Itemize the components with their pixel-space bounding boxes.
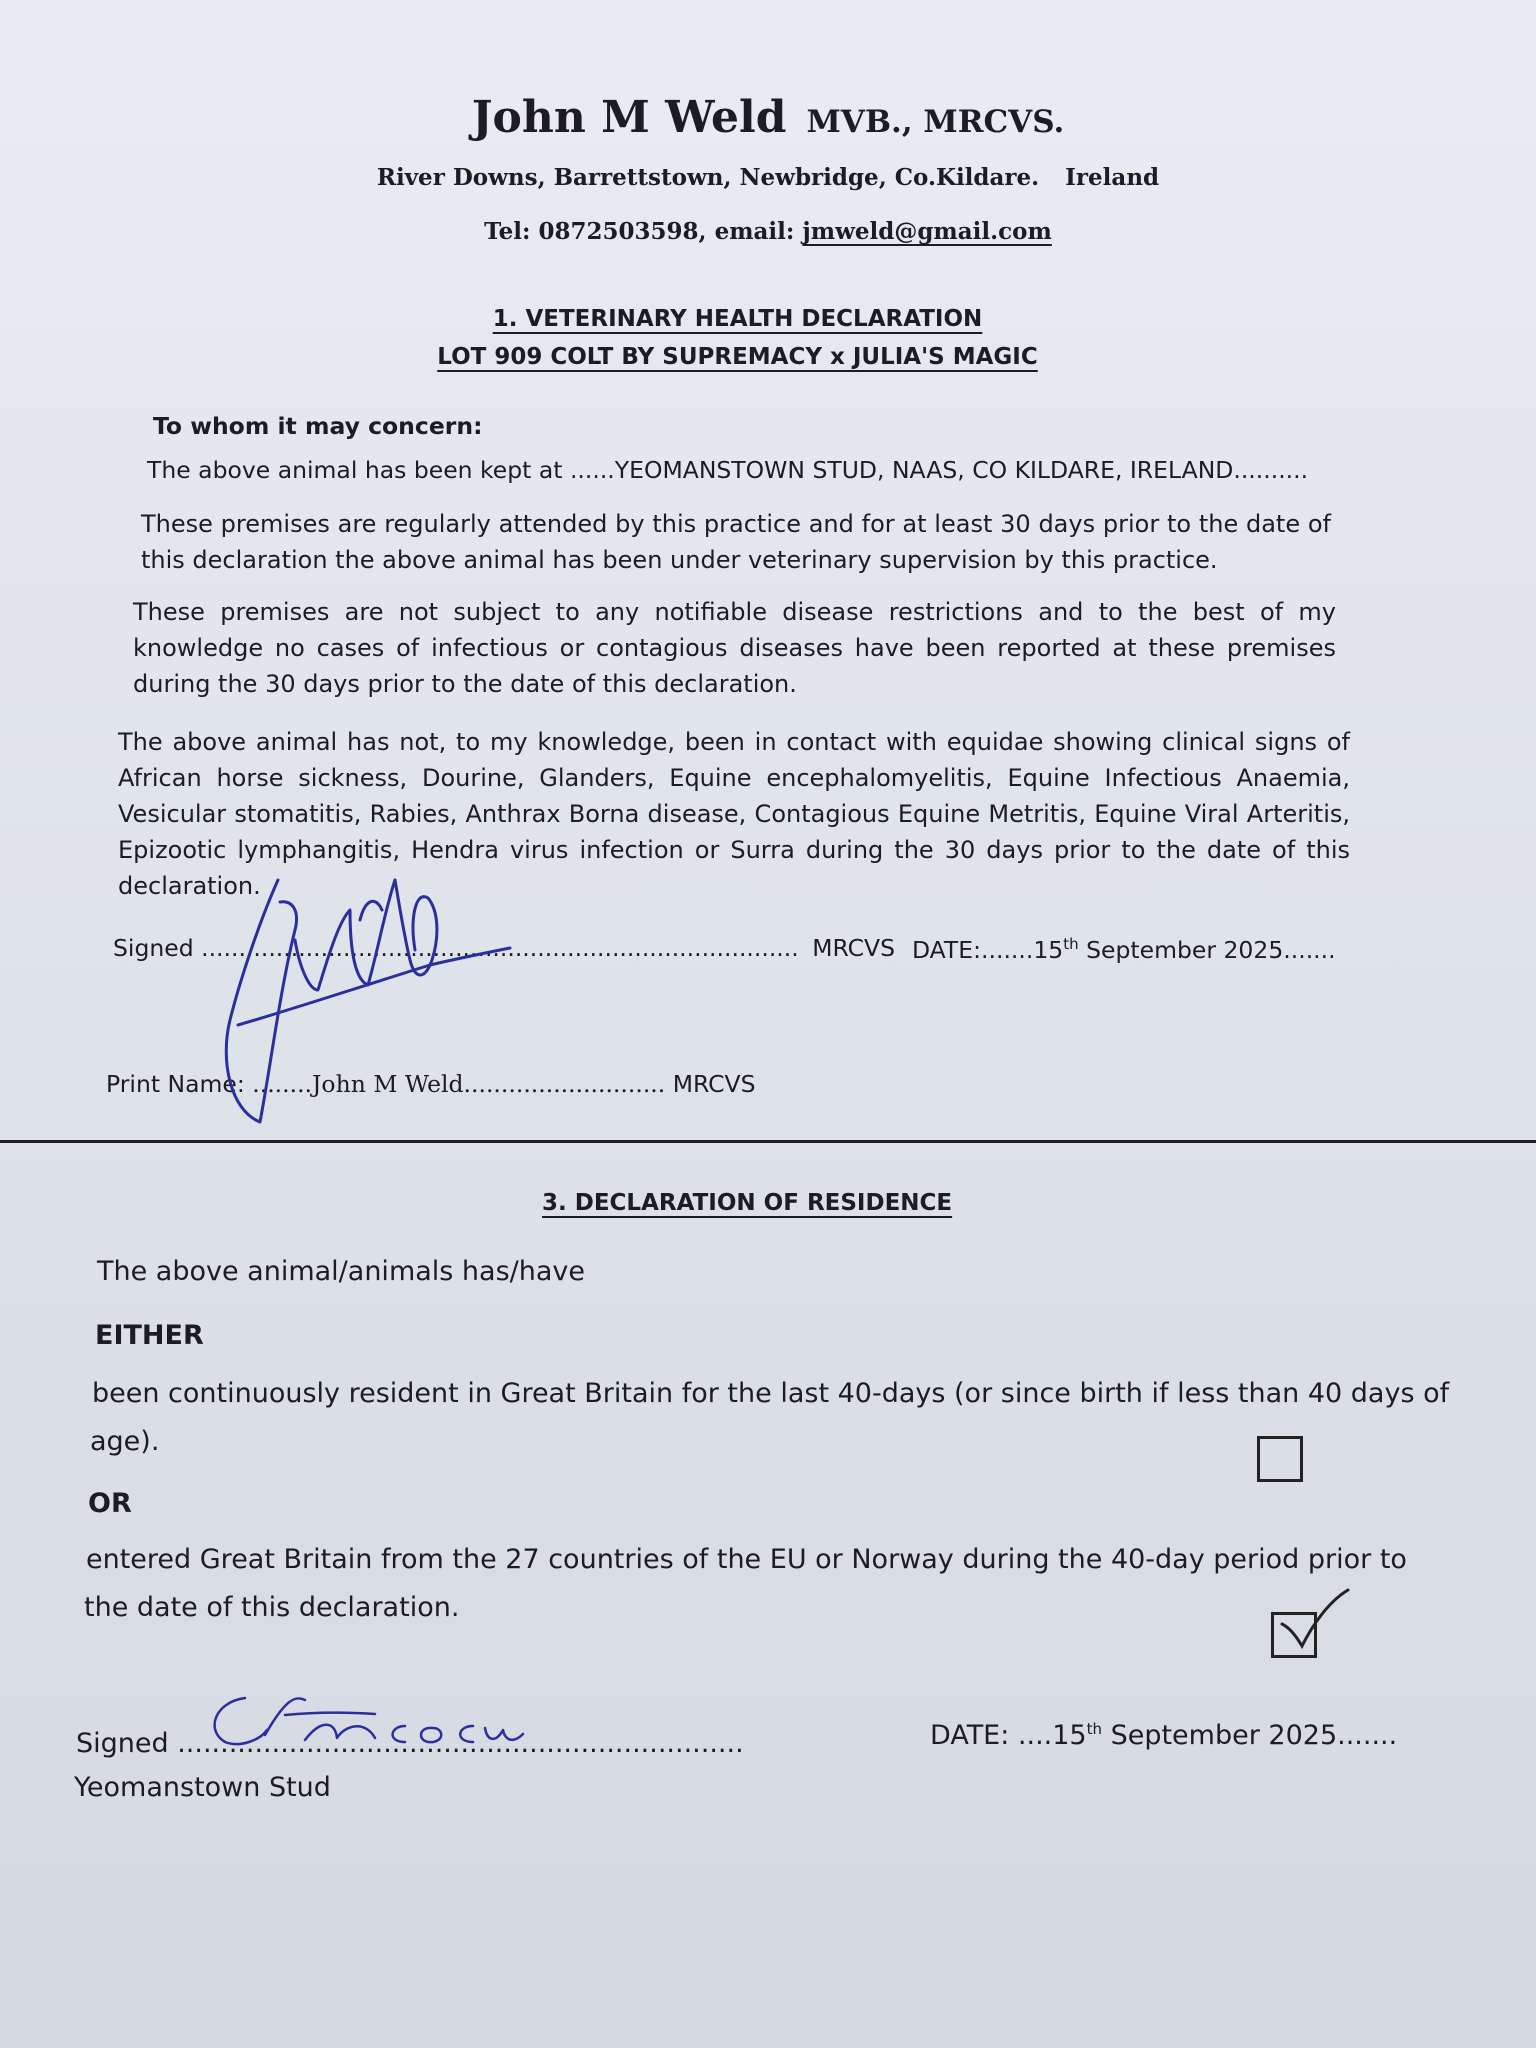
vet-signed-suffix: MRCVS (812, 934, 896, 962)
email-label: email: (714, 218, 795, 245)
stud-date-day: DATE: ....15 (930, 1720, 1087, 1751)
country-text: Ireland (1065, 164, 1160, 191)
stud-signature-icon (205, 1690, 605, 1760)
option1-line1: been continuously resident in Great Britain for the last 40-days (or since birth if less than 40 days of (92, 1378, 1450, 1409)
practitioner-qualifications: MVB., MRCVS. (806, 104, 1065, 140)
either-label: EITHER (95, 1320, 204, 1351)
stud-date-suffix: th (1086, 1720, 1102, 1738)
section1-title: 1. VETERINARY HEALTH DECLARATION (492, 306, 983, 332)
vet-date (912, 926, 1336, 968)
paragraph-supervision: These premises are regularly attended by this practice and for at least 30 days prior to the date of this declaration the above animal has been under veterinary supervision by this practice. (141, 510, 1331, 574)
print-name-value: ........John M Weld........................... (252, 1070, 666, 1098)
paragraph-restrictions: These premises are not subject to any notifiable disease restrictions and to the best of my knowledge no cases of infectious or contagious diseases have been reported at these premises during the 30 days prior to the date of this declaration. (133, 598, 1336, 698)
vet-date-month-year: September 2025....... (1078, 935, 1336, 964)
vet-date-suffix: th (1063, 935, 1079, 953)
print-name-label: Print Name: (106, 1070, 253, 1098)
kept-at-line: The above animal has been kept at ......YEOMANSTOWN STUD, NAAS, CO KILDARE, IRELAND.......... (147, 456, 1309, 484)
section3-title: 3. DECLARATION OF RESIDENCE (542, 1190, 953, 1216)
stud-date (930, 1720, 1397, 1751)
greeting: To whom it may concern: (153, 412, 483, 440)
vet-signed-label: Signed ................................................................................ (113, 934, 799, 962)
email-link[interactable]: jmweld@gmail.com (802, 218, 1052, 245)
stud-signed-line: Signed .................................................................. (76, 1728, 744, 1759)
letterhead-address (0, 164, 1536, 191)
section-divider (0, 1140, 1536, 1143)
option2-line1: entered Great Britain from the 27 countries of the EU or Norway during the 40-day period prior to (86, 1544, 1407, 1575)
residence-intro: The above animal/animals has/have (97, 1256, 586, 1287)
stud-signatory: Yeomanstown Stud (74, 1772, 331, 1803)
option1-checkbox[interactable] (1257, 1436, 1303, 1482)
vet-signature-icon (200, 840, 520, 1130)
vet-date-day: DATE:.......15 (912, 935, 1064, 964)
or-label: OR (88, 1488, 132, 1519)
paragraph-contact-diseases: The above animal has not, to my knowledge, been in contact with equidae showing clinical signs of African horse sickness, Dourine, Glanders, Equine encephalomyelitis, Equine Infectious Anaemia, Vesicular stomatitis, Rabies, Anthrax Borna disease, Contagious Equine Metritis, Equine Viral Arteritis, Epizootic lymphangitis, Hendra virus infection or Surra during the 30 days prior to the date of this declaration. (118, 728, 1350, 900)
practitioner-name: John M Weld (471, 92, 787, 143)
option2-line2: the date of this declaration. (84, 1592, 460, 1623)
telephone-text: Tel: 0872503598, (484, 218, 707, 245)
letterhead-contact (0, 218, 1536, 245)
print-name-suffix: MRCVS (665, 1070, 756, 1098)
letterhead-title (0, 92, 1536, 143)
section1-subtitle: LOT 909 COLT BY SUPREMACY x JULIA'S MAGIC (437, 344, 1038, 370)
checkmark-icon (1276, 1588, 1356, 1658)
stud-date-month-year: September 2025....... (1102, 1720, 1398, 1751)
option1-line2: age). (90, 1426, 160, 1457)
address-text: River Downs, Barrettstown, Newbridge, Co.Kildare. (376, 164, 1040, 191)
